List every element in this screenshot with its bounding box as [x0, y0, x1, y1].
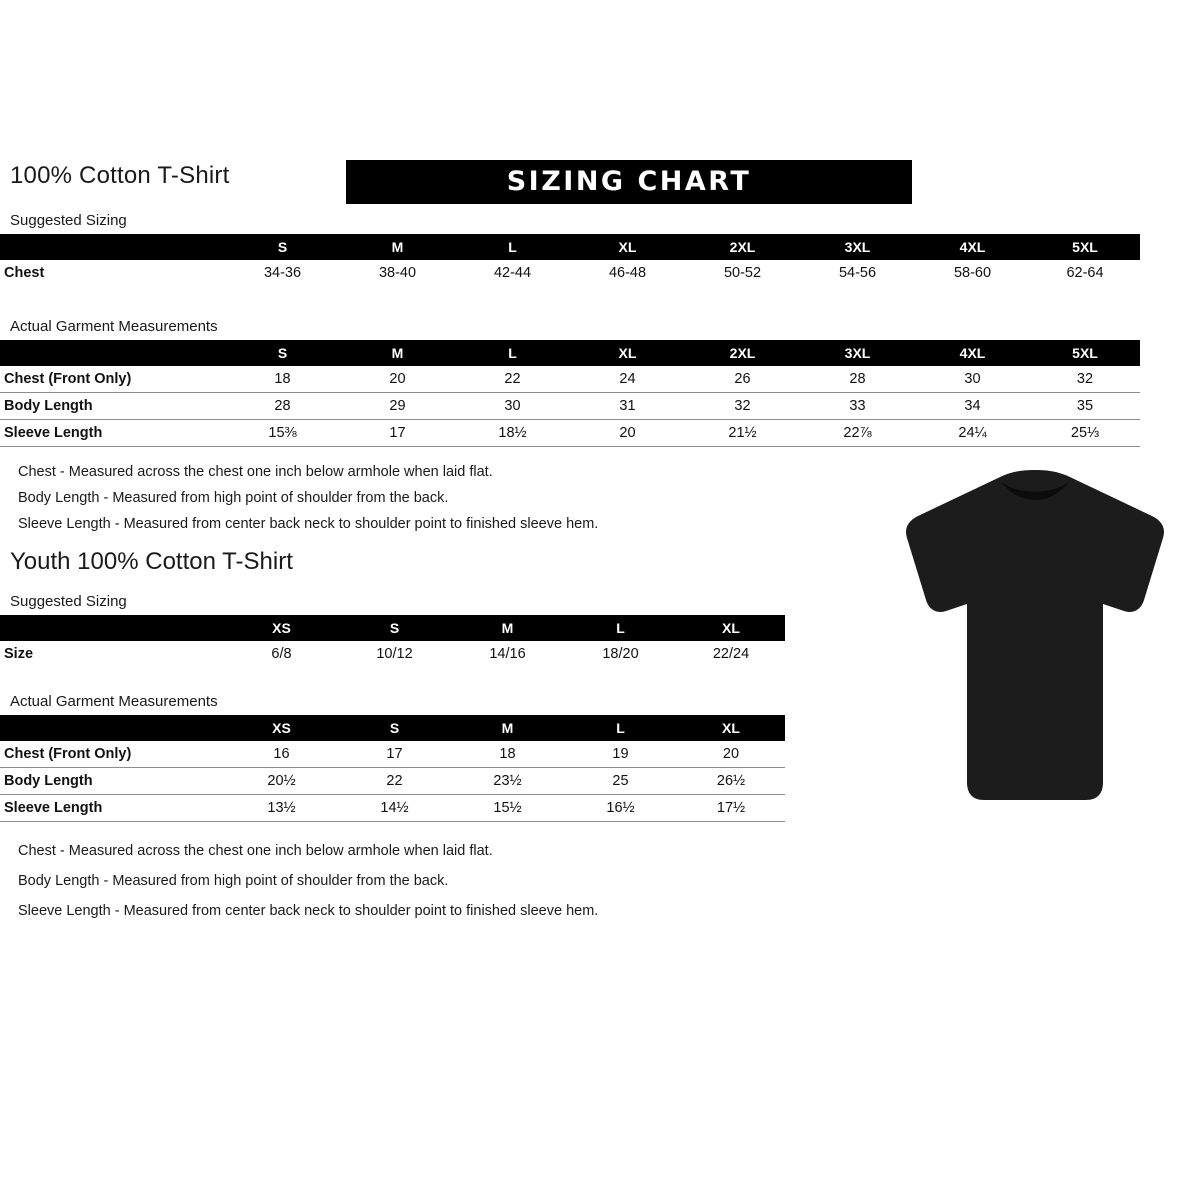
cell-sleeve-l: 16½ — [564, 795, 677, 822]
col-head-xl: XL — [570, 340, 685, 366]
cell-chestfo-s: 18 — [225, 366, 340, 393]
table-row — [0, 795, 785, 822]
cell-bodylen-l: 25 — [564, 768, 677, 795]
cell-size-s: 10/12 — [376, 646, 413, 662]
row-label-sleeve-length: Sleeve Length — [0, 795, 225, 822]
sizing-chart-banner — [346, 160, 912, 204]
row-label-body-length: Body Length — [0, 768, 225, 795]
row-label-chest-front-only: Chest (Front Only) — [0, 366, 225, 393]
cell-size-l: 18/20 — [602, 646, 639, 662]
cell-chest-2xl: 50-52 — [723, 265, 762, 281]
col-head-2xl: 2XL — [685, 234, 800, 260]
cell-bodylen-xl: 26½ — [677, 768, 785, 795]
youth-note-sleeve-length: Sleeve Length - Measured from center back neck to shoulder point to finished sleeve hem. — [18, 903, 599, 919]
table-header-row — [0, 234, 1140, 260]
adult-note-sleeve-length: Sleeve Length - Measured from center back neck to shoulder point to finished sleeve hem. — [18, 516, 599, 532]
cell-sleeve-xl: 20 — [570, 420, 685, 447]
cell-chest-3xl: 54-56 — [838, 265, 877, 281]
col-head-l: L — [564, 615, 677, 641]
col-head-4xl: 4XL — [915, 340, 1030, 366]
table-header-row — [0, 615, 785, 641]
table-header-row — [0, 340, 1140, 366]
col-head-m: M — [451, 615, 564, 641]
adult-actual-measurements-label: Actual Garment Measurements — [10, 318, 218, 335]
header — [10, 160, 1190, 204]
row-label-sleeve-length: Sleeve Length — [0, 420, 225, 447]
col-head-xl: XL — [677, 615, 785, 641]
cell-bodylen-m: 23½ — [451, 768, 564, 795]
youth-suggested-sizing-label: Suggested Sizing — [10, 593, 127, 610]
table-row — [0, 260, 1140, 286]
col-head-m: M — [340, 234, 455, 260]
cell-chest-m: 38-40 — [378, 265, 417, 281]
youth-suggested-sizing-table — [0, 615, 785, 667]
cell-size-xs: 6/8 — [271, 646, 292, 662]
black-t-shirt-icon — [890, 470, 1180, 810]
adult-actual-measurements-table — [0, 340, 1140, 447]
col-head-2xl: 2XL — [685, 340, 800, 366]
cell-chest-l: 42-44 — [493, 265, 532, 281]
col-head-xl: XL — [677, 715, 785, 741]
cell-bodylen-s: 28 — [225, 393, 340, 420]
adult-note-chest: Chest - Measured across the chest one inch below armhole when laid flat. — [18, 464, 493, 480]
col-head-l: L — [455, 234, 570, 260]
cell-sleeve-m: 17 — [340, 420, 455, 447]
row-label-size: Size — [4, 646, 34, 662]
col-head-5xl: 5XL — [1030, 340, 1140, 366]
cell-bodylen-m: 29 — [340, 393, 455, 420]
cell-bodylen-l: 30 — [455, 393, 570, 420]
cell-size-m: 14/16 — [489, 646, 526, 662]
cell-sleeve-xl: 17½ — [677, 795, 785, 822]
cell-bodylen-xl: 31 — [570, 393, 685, 420]
cell-chestfo-m: 20 — [340, 366, 455, 393]
col-head-s: S — [225, 340, 340, 366]
col-head-s: S — [338, 715, 451, 741]
table-row — [0, 741, 785, 768]
cell-sleeve-4xl: 24¼ — [915, 420, 1030, 447]
cell-sleeve-s: 15⅜ — [225, 420, 340, 447]
cell-chestfo-s: 17 — [338, 741, 451, 768]
cell-sleeve-s: 14½ — [338, 795, 451, 822]
cell-sleeve-2xl: 21½ — [685, 420, 800, 447]
col-head-3xl: 3XL — [800, 234, 915, 260]
adult-suggested-sizing-table — [0, 234, 1140, 286]
youth-note-body-length: Body Length - Measured from high point of shoulder from the back. — [18, 873, 449, 889]
cell-chestfo-xs: 16 — [225, 741, 338, 768]
cell-chestfo-xl: 24 — [570, 366, 685, 393]
col-head-m: M — [340, 340, 455, 366]
cell-chestfo-5xl: 32 — [1030, 366, 1140, 393]
col-head-xs: XS — [225, 715, 338, 741]
cell-chest-5xl: 62-64 — [1066, 265, 1104, 281]
row-label-chest: Chest — [4, 265, 45, 281]
t-shirt-illustration — [890, 470, 1180, 810]
cell-bodylen-s: 22 — [338, 768, 451, 795]
cell-sleeve-l: 18½ — [455, 420, 570, 447]
cell-sleeve-m: 15½ — [451, 795, 564, 822]
col-head-s: S — [225, 234, 340, 260]
col-head-s: S — [338, 615, 451, 641]
youth-section-title: Youth 100% Cotton T-Shirt — [10, 548, 293, 575]
cell-sleeve-5xl: 25⅓ — [1030, 420, 1140, 447]
table-row — [0, 768, 785, 795]
table-row — [0, 366, 1140, 393]
cell-chestfo-l: 22 — [455, 366, 570, 393]
col-head-blank — [0, 340, 225, 366]
table-row — [0, 641, 785, 667]
cell-bodylen-5xl: 35 — [1030, 393, 1140, 420]
cell-chest-4xl: 58-60 — [953, 265, 992, 281]
row-label-chest-front-only: Chest (Front Only) — [0, 741, 225, 768]
cell-bodylen-3xl: 33 — [800, 393, 915, 420]
col-head-xs: XS — [225, 615, 338, 641]
cell-chestfo-m: 18 — [451, 741, 564, 768]
col-head-xl: XL — [570, 234, 685, 260]
youth-note-chest: Chest - Measured across the chest one inch below armhole when laid flat. — [18, 843, 493, 859]
col-head-5xl: 5XL — [1030, 234, 1140, 260]
cell-sleeve-xs: 13½ — [225, 795, 338, 822]
cell-chestfo-l: 19 — [564, 741, 677, 768]
cell-bodylen-2xl: 32 — [685, 393, 800, 420]
cell-chest-s: 34-36 — [263, 265, 302, 281]
col-head-l: L — [564, 715, 677, 741]
youth-actual-measurements-table — [0, 715, 785, 822]
cell-chest-xl: 46-48 — [608, 265, 647, 281]
col-head-l: L — [455, 340, 570, 366]
col-head-4xl: 4XL — [915, 234, 1030, 260]
cell-bodylen-4xl: 34 — [915, 393, 1030, 420]
cell-chestfo-xl: 20 — [677, 741, 785, 768]
col-head-blank — [0, 715, 225, 741]
cell-sleeve-3xl: 22⅞ — [800, 420, 915, 447]
youth-actual-measurements-label: Actual Garment Measurements — [10, 693, 218, 710]
table-row — [0, 393, 1140, 420]
table-row — [0, 420, 1140, 447]
col-head-blank — [0, 615, 225, 641]
row-label-body-length: Body Length — [0, 393, 225, 420]
cell-bodylen-xs: 20½ — [225, 768, 338, 795]
col-head-3xl: 3XL — [800, 340, 915, 366]
col-head-m: M — [451, 715, 564, 741]
page-title: 100% Cotton T-Shirt — [10, 162, 230, 189]
col-head-blank — [0, 234, 225, 260]
cell-chestfo-4xl: 30 — [915, 366, 1030, 393]
cell-size-xl: 22/24 — [712, 646, 750, 662]
adult-note-body-length: Body Length - Measured from high point of shoulder from the back. — [18, 490, 449, 506]
adult-suggested-sizing-label: Suggested Sizing — [10, 212, 127, 229]
cell-chestfo-2xl: 26 — [685, 366, 800, 393]
table-header-row — [0, 715, 785, 741]
cell-chestfo-3xl: 28 — [800, 366, 915, 393]
banner-title: SIZING CHART — [506, 166, 752, 197]
